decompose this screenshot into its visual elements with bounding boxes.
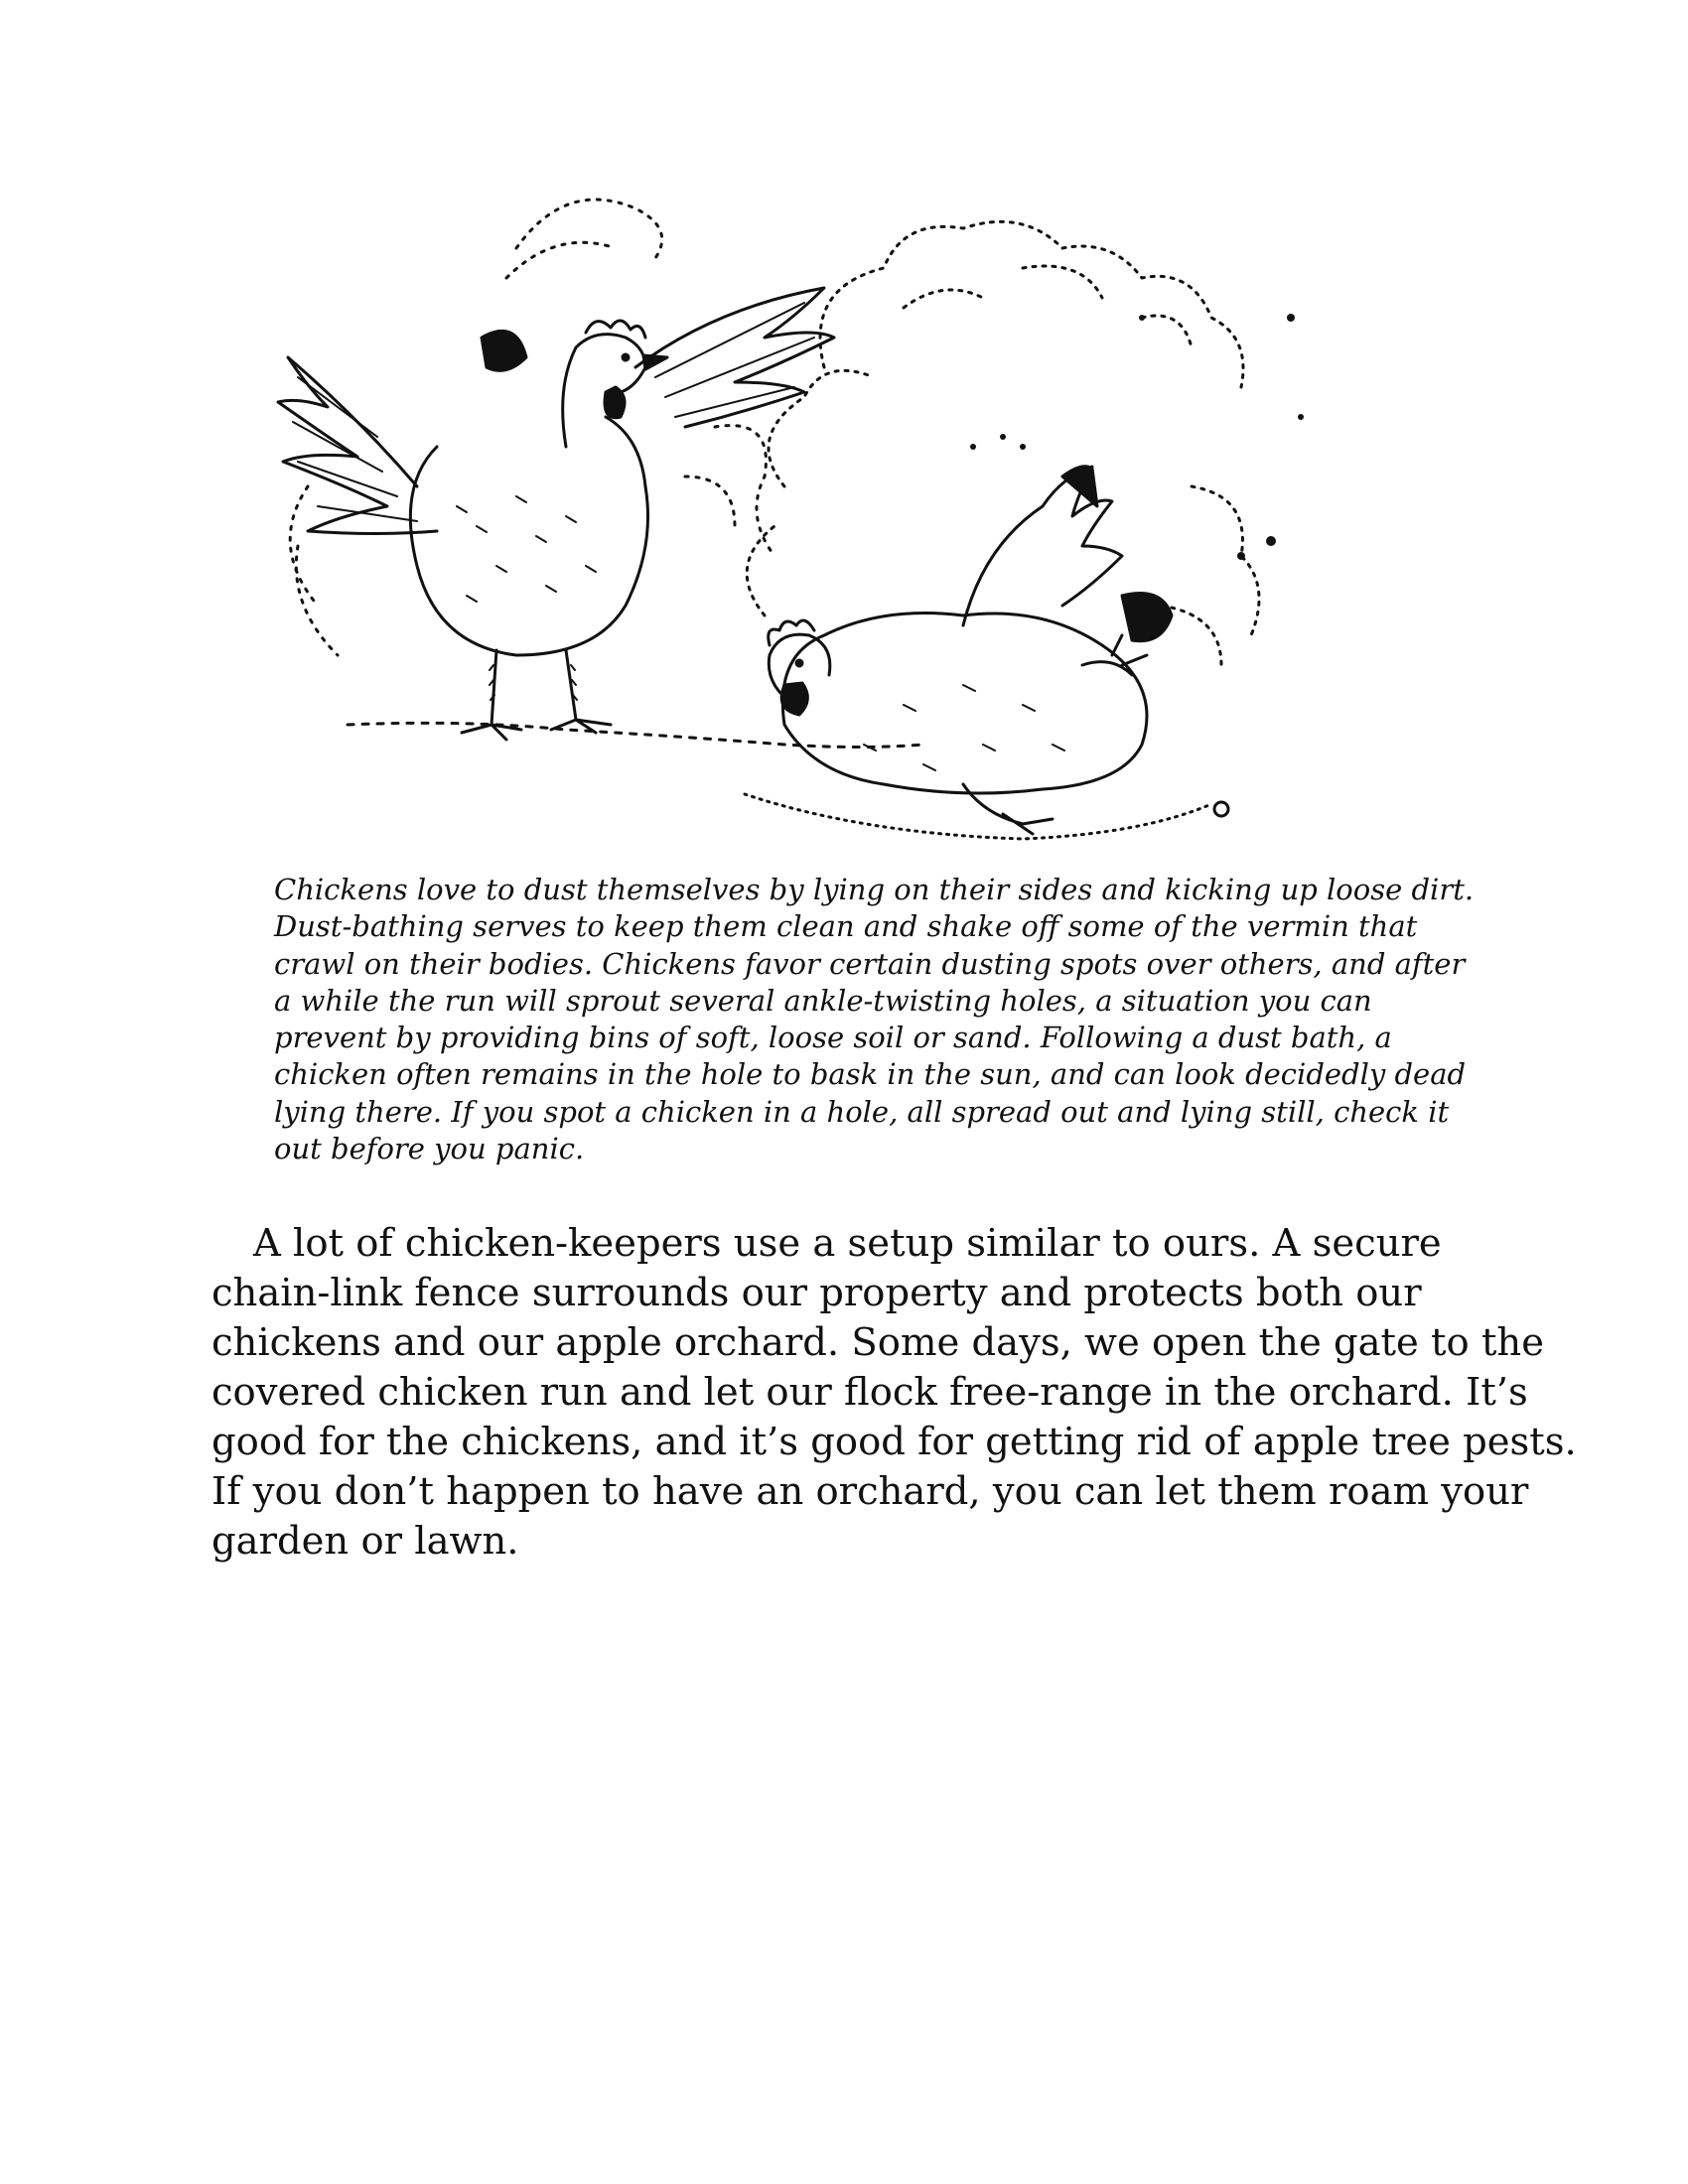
caption-line: chicken often remains in the hole to bask in the sun, and can look decidedly dead xyxy=(274,1057,1467,1092)
caption-line: a while the run will sprout several ankle-twisting holes, a situation you can xyxy=(274,983,1372,1018)
body-line: garden or lawn. xyxy=(211,1519,519,1564)
body-line: A lot of chicken-keepers use a setup similar to ours. A secure xyxy=(253,1221,1442,1266)
caption-line: Dust-bathing serves to keep them clean and shake off some of the vermin that xyxy=(274,909,1418,944)
body-line: chickens and our apple orchard. Some days, we open the gate to the xyxy=(211,1320,1544,1365)
dust-bathing-hen xyxy=(745,467,1228,839)
body-line: good for the chickens, and it’s good for getting rid of apple tree pests. xyxy=(211,1420,1577,1464)
body-line: If you don’t happen to have an orchard, you can let them roam your xyxy=(211,1469,1529,1514)
caption-line: crawl on their bodies. Chickens favor certain dusting spots over others, and after xyxy=(274,946,1466,981)
caption-line: Chickens love to dust themselves by lying on their sides and kicking up loose dirt. xyxy=(274,873,1475,906)
dust-bathing-chickens-illustration xyxy=(268,189,1430,854)
caption-line: prevent by providing bins of soft, loose soil or sand. Following a dust bath, a xyxy=(274,1021,1392,1055)
caption-line: lying there. If you spot a chicken in a hole, all spread out and lying still, check it xyxy=(274,1094,1450,1129)
body-paragraph xyxy=(211,1219,1577,1567)
body-line: covered chicken run and let our flock free-range in the orchard. It’s xyxy=(211,1370,1528,1415)
body-line: chain-link fence surrounds our property and protects both our xyxy=(211,1271,1422,1315)
standing-hen xyxy=(278,288,834,740)
illustration-caption xyxy=(274,872,1475,1167)
caption-line: out before you panic. xyxy=(274,1132,585,1166)
